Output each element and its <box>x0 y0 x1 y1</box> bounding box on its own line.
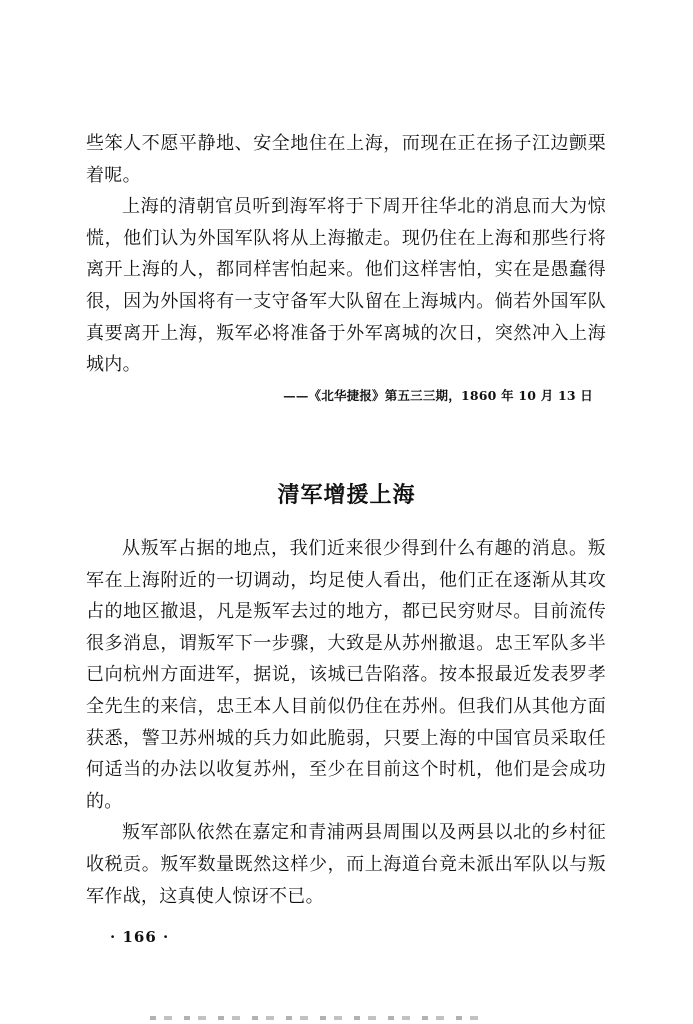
page-number: · 166 · <box>110 928 170 946</box>
scan-bleed-through <box>150 1016 480 1020</box>
section-paragraph-2: 叛军部队依然在嘉定和青浦两县周围以及两县以北的乡村征收税贡。叛军数量既然这样少，而上海道台竟未派出军队以与叛军作战，这真使人惊讶不已。 <box>86 822 606 907</box>
source-citation: ——《北华捷报》第五三三期，1860 年 10 月 13 日 <box>283 388 593 403</box>
section-paragraph-1: 从叛军占据的地点，我们近来很少得到什么有趣的消息。叛军在上海附近的一切调动，均足使人看出，他们正在逐渐从其攻占的地区撤退，凡是叛军去过的地方，都已民穷财尽。目前流传很多消息，谓叛军下一步骤，大致是从苏州撤退。忠王军队多半已向杭州方面进军，据说，该城已告陷落。按本报最近发表罗孝全先生的来信，忠王本人目前似仍住在苏州。但我们从其他方面获悉，警卫苏州城的兵力如此脆弱，只要上海的中国官员采取任何适当的办法以收复苏州，至少在目前这个时机，他们是会成功的。 <box>86 538 606 812</box>
top-text-block <box>86 128 606 381</box>
section-title: 清军增援上海 <box>277 482 416 508</box>
section-text-block <box>86 533 606 912</box>
paragraph-qing-officials: 上海的清朝官员听到海军将于下周开往华北的消息而大为惊慌，他们认为外国军队将从上海撤走。现仍住在上海和那些行将离开上海的人，都同样害怕起来。他们这样害怕，实在是愚蠢得很，因为外国将有一支守备军大队留在上海城内。倘若外国军队真要离开上海，叛军必将准备于外军离城的次日，突然冲入上海城内。 <box>86 196 606 376</box>
continuation-paragraph: 些笨人不愿平静地、安全地住在上海，而现在正在扬子江边颤栗着呢。 <box>86 133 606 186</box>
